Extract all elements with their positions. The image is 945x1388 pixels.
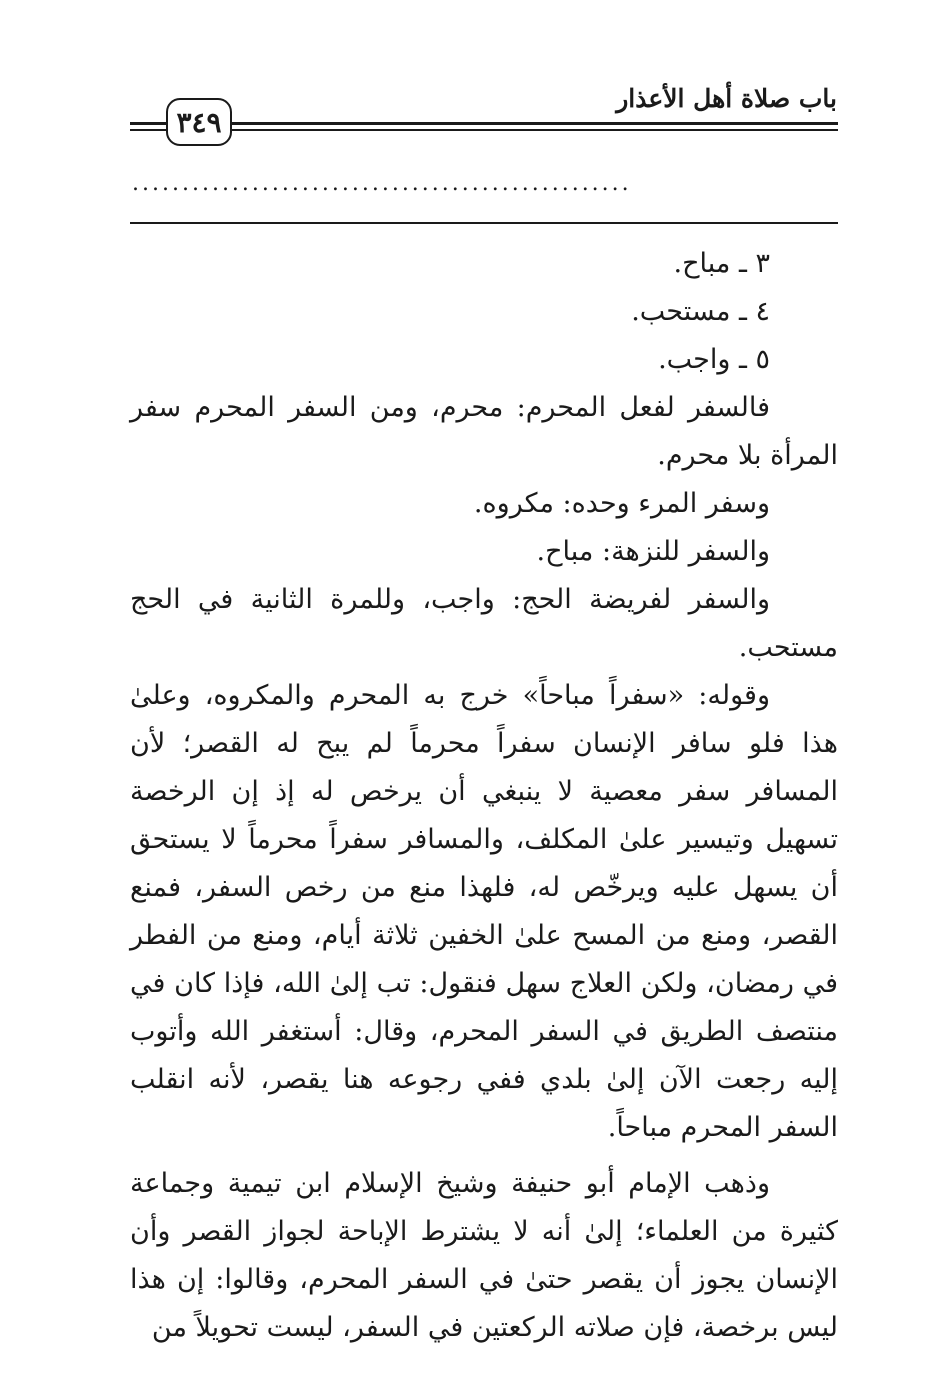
header-rule-left-top [130, 122, 168, 125]
header-rule-left-bottom [130, 129, 168, 131]
paragraph: وسفر المرء وحده: مكروه. [473, 488, 770, 519]
paragraph: والسفر لفريضة الحج: واجب، وللمرة الثانية في الحج مستحب. [130, 584, 838, 663]
list-item: ٤ ـ مستحب. [631, 296, 770, 327]
body-text [130, 240, 838, 1352]
paragraph: فالسفر لفعل المحرم: محرم، ومن السفر المحرم سفر المرأة بلا محرم. [130, 392, 838, 471]
dotted-separator: .................................................. [132, 172, 632, 196]
paragraph: والسفر للنزهة: مباح. [536, 536, 770, 567]
paragraph: وذهب الإمام أبو حنيفة وشيخ الإسلام ابن تيمية وجماعة كثيرة من العلماء؛ إلىٰ أنه لا يشترط الإباحة لجواز القصر وأن الإنسان يجوز أن يقصر حتىٰ في السفر المحرم، وقالوا: إن هذا ليس برخصة، فإن صلاته الركعتين في السفر، ليست تحويلاً من [130, 1168, 838, 1343]
header-rule-right-top [232, 122, 838, 125]
header-rule-right-bottom [232, 129, 838, 131]
list-item: ٣ ـ مباح. [673, 248, 770, 279]
paragraph: وقوله: «سفراً مباحاً» خرج به المحرم والمكروه، وعلىٰ هذا فلو سافر الإنسان سفراً محرماً لم يبح له القصر؛ لأن المسافر سفر معصية لا ينبغي أن يرخص له إذ إن الرخصة تسهيل وتيسير علىٰ المكلف، والمسافر سفراً محرماً لا يستحق أن يسهل عليه ويرخّص له، فلهذا منع من رخص السفر، فمنع القصر، ومنع من المسح علىٰ الخفين ثلاثة أيام، ومنع من الفطر في رمضان، ولكن العلاج سهل فنقول: تب إلىٰ الله، فإذا كان في منتصف الطريق في السفر المحرم، وقال: أستغفر الله وأتوب إليه رجعت الآن إلىٰ بلدي ففي رجوعه هنا يقصر، لأنه انقلب السفر المحرم مباحاً. [130, 680, 838, 1143]
separator-line [130, 222, 838, 224]
chapter-title: باب صلاة أهل الأعذار [616, 84, 837, 113]
list-item: ٥ ـ واجب. [658, 344, 770, 375]
page-number: ٣٤٩ [166, 98, 232, 146]
